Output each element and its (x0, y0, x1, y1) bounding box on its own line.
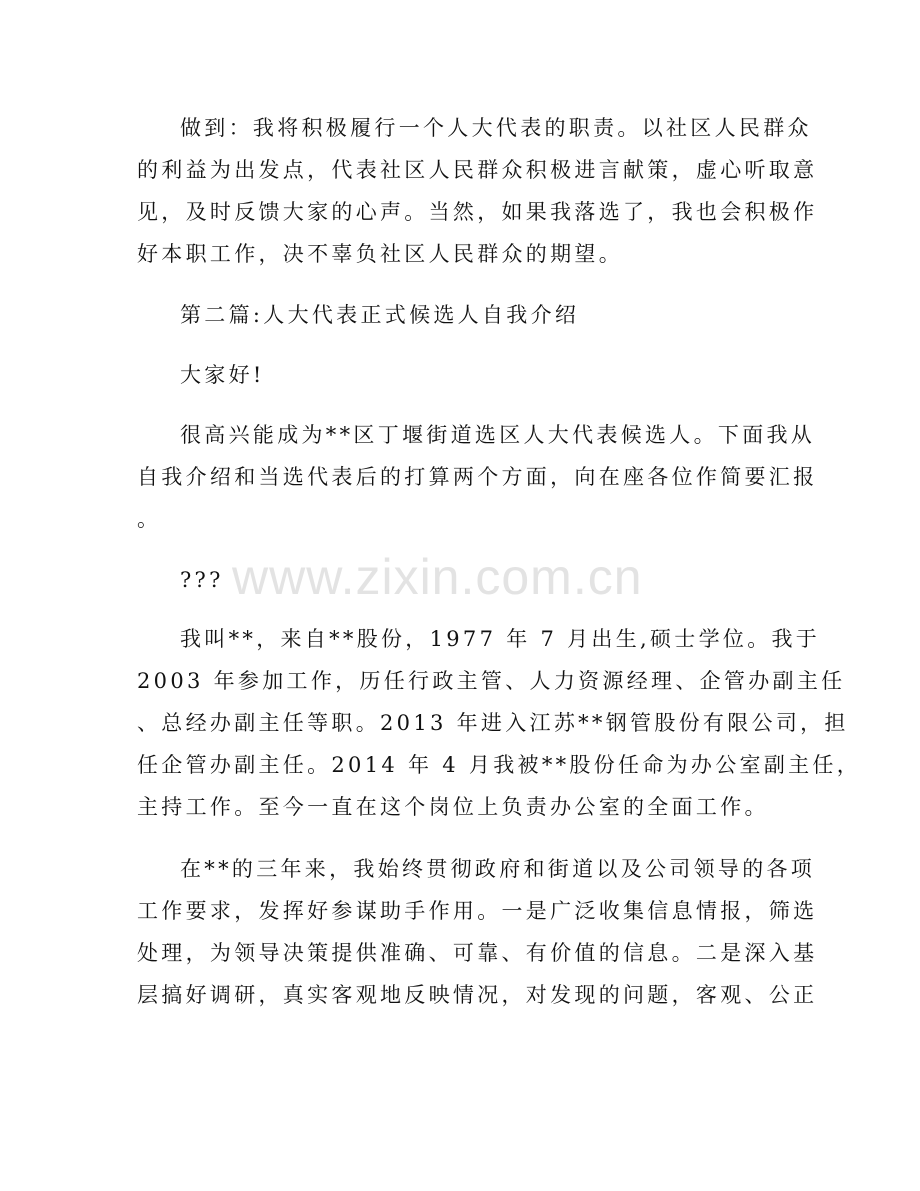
text-line: 做到：我将积极履行一个人大代表的职责。以社区人民群众 (180, 116, 812, 140)
text-line: 见，及时反馈大家的心声。当然，如果我落选了，我也会积极作 (137, 200, 818, 224)
text-line: 处理，为领导决策提供准确、可靠、有价值的信息。二是深入基 (137, 941, 818, 965)
text-line: 好本职工作，决不辜负社区人民群众的期望。 (137, 242, 623, 266)
text-line: 层搞好调研，真实客观地反映情况，对发现的问题，客观、公正 (137, 983, 818, 1007)
text-line: 在**的三年来，我始终贯彻政府和街道以及公司领导的各项 (180, 857, 816, 881)
text-line: 主持工作。至今一直在这个岗位上负责办公室的全面工作。 (137, 795, 769, 819)
text-line: 的利益为出发点，代表社区人民群众积极进言献策，虚心听取意 (137, 158, 818, 182)
text-line: 工作要求，发挥好参谋助手作用。一是广泛收集信息情报，筛选 (137, 899, 818, 923)
text-line: 自我介绍和当选代表后的打算两个方面，向在座各位作简要汇报 (137, 465, 818, 489)
text-line: 很高兴能成为**区丁堰街道选区人大代表候选人。下面我从 (180, 423, 816, 447)
greeting: 大家好! (180, 363, 265, 387)
text-line: 。 (137, 507, 162, 531)
text-line: 我叫**，来自**股份，1977 年 7 月出生,硕士学位。我于 (180, 627, 821, 651)
text-line: 任企管办副主任。2014 年 4 月我被**股份任命为办公室副主任， (137, 753, 862, 777)
text-line: 2003 年参加工作，历任行政主管、人力资源经理、企管办副主任 (137, 669, 846, 693)
text-line: 、总经办副主任等职。2013 年进入江苏**钢管股份有限公司，担 (137, 711, 849, 735)
watermark: www.zixin.com.cn (232, 549, 643, 605)
section-heading: 第二篇:人大代表正式候选人自我介绍 (180, 303, 580, 327)
text-line: ??? (180, 568, 224, 592)
